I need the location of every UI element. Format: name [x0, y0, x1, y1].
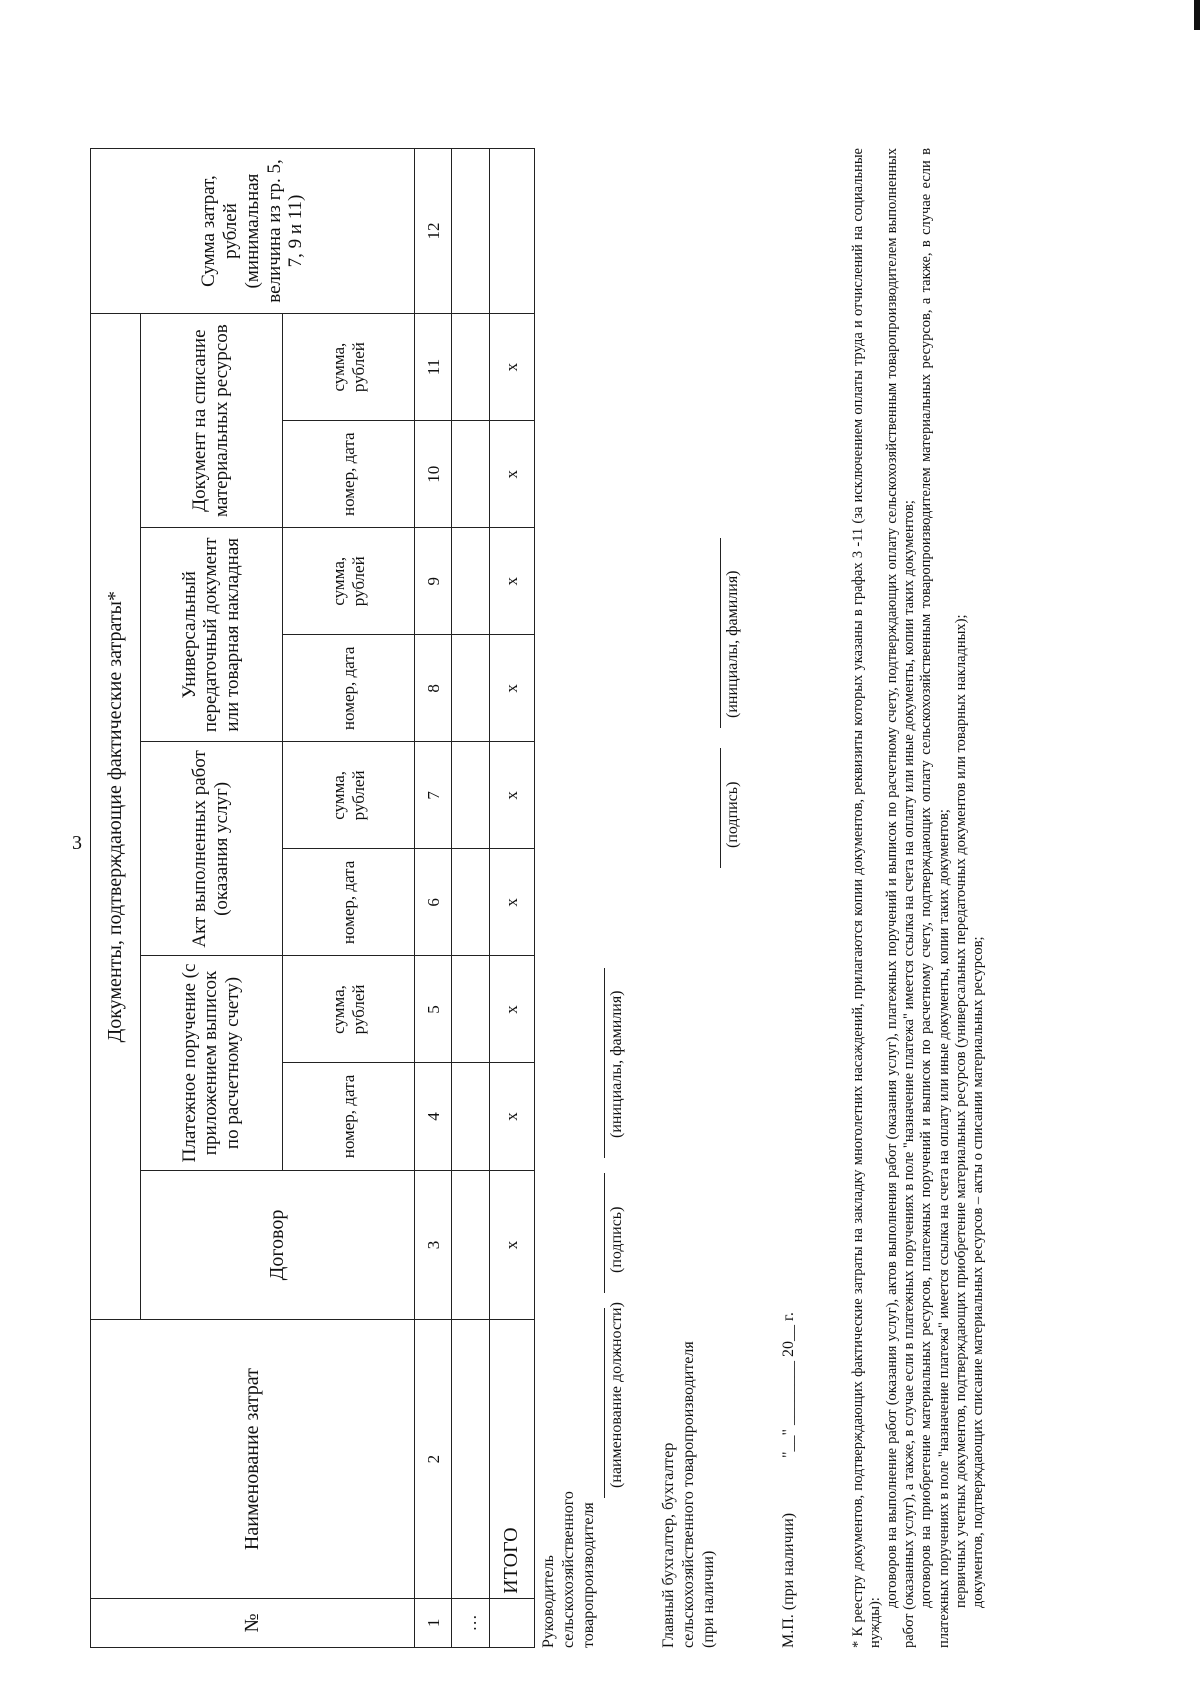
date-line: "__" ________ 20__ г.: [780, 1312, 797, 1458]
head-label-2: сельскохозяйственного: [560, 1491, 577, 1648]
col-number: 7: [415, 742, 452, 849]
x-mark: х: [489, 742, 534, 849]
x-mark: х: [489, 956, 534, 1063]
x-mark: х: [489, 314, 534, 421]
x-mark: х: [489, 421, 534, 528]
documents-table: [90, 148, 535, 1648]
header-total-sum: Сумма затрат, рублей (минимальная величина из гр. 5, 7, 9 и 11): [91, 149, 415, 314]
signature-line: [604, 1173, 605, 1293]
header-payment-order: Платежное поручение (с приложением выписок по расчетному счету): [140, 956, 282, 1170]
sub-num-date: номер, дата: [283, 849, 415, 956]
x-mark: х: [489, 1170, 534, 1320]
x-mark: х: [489, 528, 534, 635]
accountant-label-1: Главный бухгалтер, бухгалтер: [660, 1442, 677, 1648]
col-number: 11: [415, 314, 452, 421]
signature-block: [540, 148, 830, 1648]
col-number: 3: [415, 1170, 452, 1320]
col-number: 5: [415, 956, 452, 1063]
header-upd: Универсальный передаточный документ или товарная накладная: [140, 528, 282, 742]
scan-edge-mark: [1194, 0, 1200, 30]
sub-num-date: номер, дата: [283, 421, 415, 528]
footnote-item-3: первичных учетных документов, подтверждающих приобретение материальных ресурсов (универсальных передаточных документов или товарных накладных);: [952, 614, 969, 1608]
col-number: 6: [415, 849, 452, 956]
sub-sum: сумма, рублей: [283, 742, 415, 849]
initials-caption: (инициалы, фамилия): [608, 990, 625, 1138]
sub-num-date: номер, дата: [283, 635, 415, 742]
footnote-item-2: договоров на приобретение материальных ресурсов, платежных поручений и выписок по расчетному счету, подтверждающих оплату сельскохозяйственным товаропроизводителем материальных ресурсов, а также, в случае если в платежных поручениях в поле "назначение платежа" имеется ссылка на счета на оплату или иные документы, копии таких документов;: [918, 148, 952, 1648]
accountant-label-2: сельскохозяйственного товаропроизводителя: [680, 1341, 697, 1648]
position-caption: (наименование должности): [608, 1302, 625, 1488]
footnote-item-1: договоров на выполнение работ (оказания услуг), актов выполнения работ (оказания услуг), платежных поручений и выписок по расчетному счету, подтверждающих оплату сельскохозяйственным товаропроизводителем выполненных работ (оказанных услуг), а также, в случае если в платежных поручениях в поле "назначение платежа" имеется ссылка на счета на оплату или иные документы, копии таких документов;: [884, 148, 918, 1648]
footnote: [850, 148, 987, 1648]
initials-line: [604, 968, 605, 1158]
col-number: 8: [415, 635, 452, 742]
head-label-1: Руководитель: [540, 1555, 557, 1648]
x-mark: х: [489, 1063, 534, 1170]
col-number: 1: [415, 1598, 452, 1647]
accountant-initials-caption: (инициалы, фамилия): [724, 570, 741, 718]
accountant-initials-line: [720, 538, 721, 728]
header-documents: Документы, подтверждающие фактические затраты*: [91, 314, 141, 1320]
stamp-label: М.П. (при наличии): [780, 1512, 797, 1648]
col-number: 9: [415, 528, 452, 635]
sub-num-date: номер, дата: [283, 1063, 415, 1170]
row-ellipsis: …: [452, 1598, 489, 1647]
accountant-label-3: (при наличии): [700, 1550, 717, 1648]
x-mark: х: [489, 849, 534, 956]
col-number: 4: [415, 1063, 452, 1170]
accountant-signature-line: [720, 748, 721, 868]
header-contract: Договор: [140, 1170, 415, 1320]
head-label-3: товаропроизводителя: [580, 1502, 597, 1648]
page-number: 3: [72, 832, 82, 854]
row-total-label: ИТОГО: [489, 1320, 534, 1598]
footnote-item-4: документов, подтверждающих списание материальных ресурсов – акты о списании материальных ресурсов;: [969, 936, 986, 1608]
sub-sum: сумма, рублей: [283, 956, 415, 1063]
header-name: Наименование затрат: [91, 1320, 415, 1598]
table-row-total: [489, 149, 534, 1648]
col-number: 2: [415, 1320, 452, 1598]
column-number-row: [415, 149, 452, 1648]
table-row-ellipsis: [452, 149, 489, 1648]
sub-sum: сумма, рублей: [283, 314, 415, 421]
sub-sum: сумма, рублей: [283, 528, 415, 635]
document-sheet: [90, 68, 1110, 1648]
header-act: Акт выполненных работ (оказания услуг): [140, 742, 282, 956]
col-number: 10: [415, 421, 452, 528]
header-no: №: [91, 1598, 415, 1647]
signature-caption: (подпись): [608, 1206, 625, 1273]
col-number: 12: [415, 149, 452, 314]
x-mark: х: [489, 635, 534, 742]
header-row-1: [91, 149, 141, 1648]
footnote-intro: * К реестру документов, подтверждающих фактические затраты на закладку многолетних насаждений, прилагаются копии документов, реквизиты которых указаны в графах 3 -11 (за исключением оплаты труда и отчислений на социальные нужды):: [850, 148, 884, 1648]
header-writeoff: Документ на списание материальных ресурсов: [140, 314, 282, 528]
position-line: [604, 1308, 605, 1498]
accountant-signature-caption: (подпись): [724, 781, 741, 848]
